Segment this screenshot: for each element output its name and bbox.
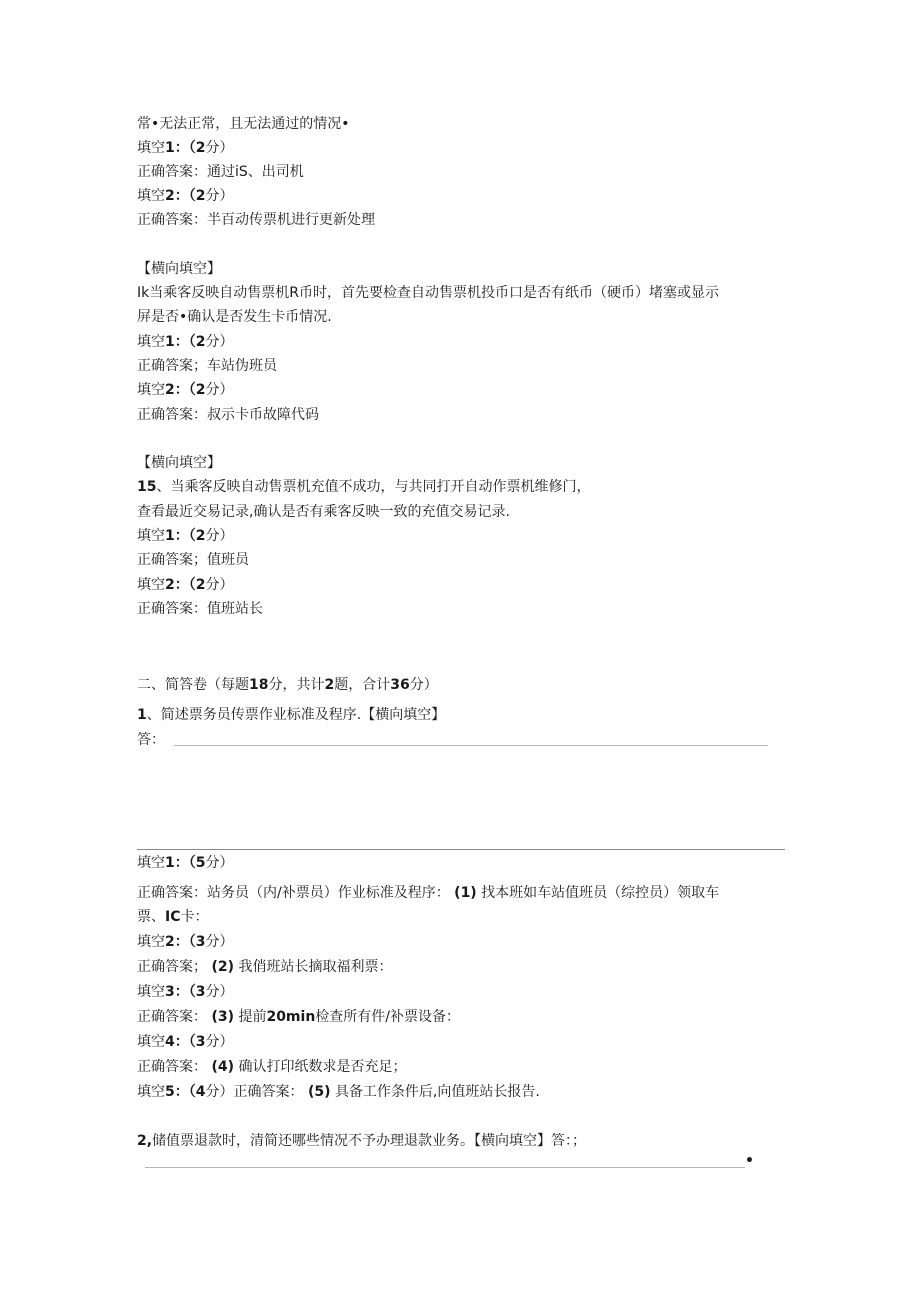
tag-text: 【横向填空】 (137, 261, 221, 277)
blank-word: 填空 (137, 188, 165, 204)
blank-number: 2：（2 (165, 382, 206, 398)
correct-answer (137, 907, 208, 927)
answer-text: 具备工作条件后,向值班站长报告. (334, 1084, 540, 1100)
answer-text: 正确答案；值班员 (137, 552, 249, 568)
blank-word: 填空 (137, 528, 165, 544)
blank-unit: 分） (205, 934, 234, 950)
answer-line (145, 1167, 745, 1168)
section-tag (137, 453, 221, 473)
blank-label (137, 982, 233, 1002)
answer-text: 正确答案：值班站长 (137, 601, 263, 617)
text-line (137, 114, 350, 134)
answer-text: 正确答案：通过iS、出司机 (137, 164, 304, 180)
question-line: 查看最近交易记录,确认是否有乘客反映一致的充值交易记录. (137, 504, 510, 520)
question-number: 15 (137, 479, 157, 495)
step-number: (3) (211, 1009, 234, 1025)
blank-word: 填空 (137, 382, 165, 398)
answer-text: 正确答案；车站伪班员 (137, 358, 277, 374)
answer-prompt: 答： (137, 732, 165, 748)
answer-text: 我俏班站长摘取福利票： (238, 959, 393, 975)
answer-text: 提前 (238, 1009, 267, 1025)
answer-bold: 20min (266, 1009, 316, 1025)
blank-unit: 分） (205, 1034, 234, 1050)
correct-answer (137, 957, 392, 977)
answer-text: 确认打印纸数求是否充足； (238, 1059, 407, 1075)
blank-number: 3：（3 (165, 984, 206, 1000)
blank-word: 填空 (137, 577, 165, 593)
blank-number: 1：（5 (165, 855, 206, 871)
blank-word: 填空 (137, 1034, 165, 1050)
blank-unit: 分） (205, 334, 234, 350)
blank-number: 2：（2 (165, 577, 206, 593)
blank-number: 1：（2 (165, 140, 206, 156)
question-text (137, 307, 332, 327)
blank-word: 填空 (137, 855, 165, 871)
blank-label (137, 575, 233, 595)
question-line: 储值票退款时，清简还哪些情况不予办理退款业务。【横向填空】答：； (152, 1133, 587, 1149)
blank-label (137, 332, 233, 352)
blank-unit: 分） (205, 577, 234, 593)
question-text (137, 477, 590, 497)
answer-text: 正确答案：叔示卡币故障代码 (137, 407, 319, 423)
correct-answer (137, 883, 719, 903)
blank-label (137, 1032, 233, 1052)
separator-line (137, 849, 785, 850)
blank-label (137, 380, 233, 400)
answer-bold: IC (165, 909, 181, 925)
heading-number: 36 (390, 677, 410, 693)
step-number: (1) (454, 885, 477, 901)
blank-label (137, 932, 233, 952)
answer-line (174, 745, 768, 746)
answer-label (137, 730, 165, 750)
correct-answer (137, 210, 375, 230)
heading-number: 18 (249, 677, 269, 693)
question-number: 1 (137, 707, 147, 723)
section-tag (137, 259, 221, 279)
heading-part: 题，合计 (334, 677, 391, 693)
blank-unit: 分） (205, 984, 234, 1000)
blank-number: 2：（3 (165, 934, 206, 950)
step-number: (2) (211, 959, 234, 975)
answer-text: 卡： (180, 909, 209, 925)
question-line: Ik当乘客反映自动售票机R币时，首先要检查自动售票机投币口是否有纸币（硬币）堵塞或显示 (137, 285, 719, 301)
correct-answer (137, 162, 304, 182)
answer-text: 正确答案：站务员（内/补票员）作业标准及程序： (137, 885, 450, 901)
answer-text: 正确答案： (137, 1059, 207, 1075)
blank-label (137, 186, 233, 206)
answer-text: 检查所有件/补票设备： (315, 1009, 461, 1025)
answer-text: 票、 (137, 909, 165, 925)
question-line: 屏是否•确认是否发生卡币情况. (137, 309, 332, 325)
correct-answer (137, 1057, 406, 1077)
correct-answer (137, 599, 263, 619)
correct-answer (137, 356, 277, 376)
blank-label (137, 853, 233, 873)
blank-number: 2：（2 (165, 188, 206, 204)
blank-word: 填空 (137, 984, 165, 1000)
blank-word: 填空 (137, 140, 165, 156)
bullet-mark: • (745, 1153, 754, 1169)
question-number: 2, (137, 1133, 153, 1149)
answer-text: 分）正确答案： (205, 1084, 304, 1100)
blank-number: 1：（2 (165, 334, 206, 350)
correct-answer (137, 1082, 540, 1102)
step-number: (5) (307, 1084, 331, 1100)
blank-unit: 分） (205, 188, 234, 204)
blank-number: 5：（4 (165, 1084, 206, 1100)
correct-answer (137, 1007, 460, 1027)
question-line: 、简述票务员传票作业标准及程序.【横向填空】 (146, 707, 446, 723)
line-text: 常•无法正常，且无法通过的情况• (137, 116, 350, 132)
answer-text: 正确答案； (137, 959, 207, 975)
tag-text: 【横向填空】 (137, 455, 221, 471)
answer-text: 正确答案：半百动传票机进行更新处理 (137, 212, 375, 228)
answer-text: 正确答案： (137, 1009, 207, 1025)
blank-label (137, 138, 233, 158)
heading-part: 分，共计 (268, 677, 325, 693)
blank-label (137, 526, 233, 546)
blank-word: 填空 (137, 334, 165, 350)
heading-number: 2 (324, 677, 335, 693)
question-text (137, 502, 510, 522)
blank-unit: 分） (205, 855, 234, 871)
blank-number: 1：（2 (165, 528, 206, 544)
correct-answer (137, 405, 319, 425)
blank-unit: 分） (205, 140, 234, 156)
blank-number: 4：（3 (165, 1034, 206, 1050)
heading-part: 分） (409, 677, 438, 693)
answer-text: 找本班如车站值班员（综控员）领取车 (481, 885, 720, 901)
question-text (137, 705, 445, 725)
blank-unit: 分） (205, 528, 234, 544)
section-heading (137, 675, 438, 695)
blank-word: 填空 (137, 1084, 165, 1100)
question-line: 、当乘客反映自动售票机充值不成功，与共同打开自动作票机维修门， (156, 479, 591, 495)
question-text (137, 283, 719, 303)
blank-word: 填空 (137, 934, 165, 950)
question-text (137, 1131, 586, 1151)
blank-unit: 分） (205, 382, 234, 398)
correct-answer (137, 550, 249, 570)
step-number: (4) (211, 1059, 234, 1075)
heading-part: 二、简答卷（每题 (137, 677, 249, 693)
